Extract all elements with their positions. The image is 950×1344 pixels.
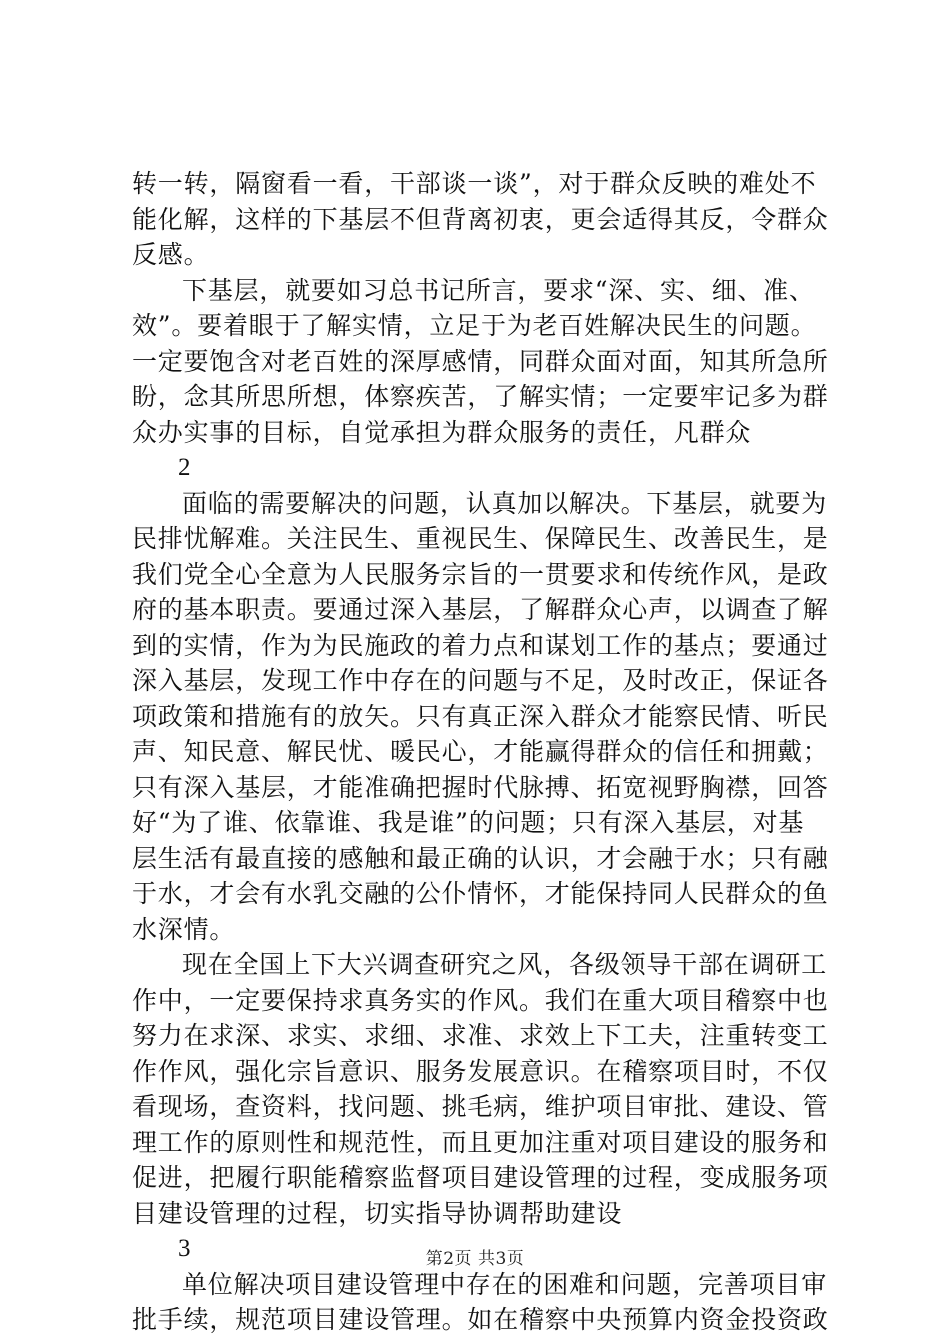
text-line: 能化解，这样的下基层不但背离初衷，更会适得其反，令群众 [132, 204, 829, 234]
text-line: 反感。 [132, 240, 210, 269]
text-line: 促进，把履行职能稽察监督项目建设管理的过程，变成服务项 [132, 1163, 829, 1192]
text-line: 层生活有最直接的感触和最正确的认识，才会融于水；只有融 [132, 843, 829, 873]
text-line: 效”。要着眼于了解实情，立足于为老百姓解决民生的问题。 [132, 311, 817, 340]
paragraph-first-line: 现在全国上下大兴调查研究之风，各级领导干部在调研工 [182, 950, 828, 979]
text-line: 批手续，规范项目建设管理。如在稽察中央预算内资金投资政 [132, 1305, 829, 1334]
text-line: 项政策和措施有的放矢。只有真正深入群众才能察民情、听民 [132, 701, 829, 731]
text-line: 作中，一定要保持求真务实的作风。我们在重大项目稽察中也 [132, 985, 829, 1015]
text-line: 民排忧解难。关注民生、重视民生、保障民生、改善民生，是 [132, 524, 829, 553]
text-line: 一定要饱含对老百姓的深厚感情，同群众面对面，知其所急所 [132, 346, 829, 376]
text-line: 看现场，查资料，找问题、挑毛病，维护项目审批、建设、管 [132, 1092, 829, 1121]
text-line: 作作风，强化宗旨意识、服务发展意识。在稽察项目时，不仅 [132, 1056, 829, 1086]
page-footer: 第2页 共3页 [425, 1249, 525, 1269]
text-line: 理工作的原则性和规范性，而且更加注重对项目建设的服务和 [132, 1127, 829, 1157]
text-line: 转一转，隔窗看一看，干部谈一谈”，对于群众反映的难处不 [132, 169, 817, 198]
text-line: 声、知民意、解民忧、暖民心，才能赢得群众的信任和拥戴； [132, 737, 829, 766]
text-line: 我们党全心全意为人民服务宗旨的一贯要求和传统作风，是政 [132, 559, 829, 589]
text-line: 目建设管理的过程，切实指导协调帮助建设 [132, 1198, 623, 1228]
text-line: 府的基本职责。要通过深入基层，了解群众心声，以调查了解 [132, 595, 829, 624]
text-line: 只有深入基层，才能准确把握时代脉搏、拓宽视野胸襟，回答 [132, 772, 829, 802]
text-line: 水深情。 [132, 914, 236, 944]
text-line: 到的实情，作为为民施政的着力点和谋划工作的基点；要通过 [132, 630, 829, 660]
text-line: 于水，才会有水乳交融的公仆情怀，才能保持同人民群众的鱼 [132, 879, 829, 908]
text-line: 好“为了谁、依靠谁、我是谁”的问题；只有深入基层，对基 [132, 808, 805, 837]
inline-page-number: 2 [178, 454, 192, 481]
paragraph-first-line: 面临的需要解决的问题，认真加以解决。下基层，就要为 [182, 488, 828, 518]
paragraph-first-line: 下基层，就要如习总书记所言，要求“深、实、细、准、 [182, 275, 815, 305]
text-line: 盼，念其所思所想，体察疾苦，了解实情；一定要牢记多为群 [132, 382, 829, 411]
inline-page-number: 3 [178, 1235, 192, 1262]
text-line: 众办实事的目标，自觉承担为群众服务的责任，凡群众 [132, 417, 752, 447]
text-line: 努力在求深、求实、求细、求准、求效上下工夫，注重转变工 [132, 1021, 829, 1050]
paragraph-first-line: 单位解决项目建设管理中存在的困难和问题，完善项目审 [182, 1269, 828, 1299]
text-line: 深入基层，发现工作中存在的问题与不足，及时改正，保证各 [132, 666, 829, 695]
body-text [132, 166, 832, 1338]
